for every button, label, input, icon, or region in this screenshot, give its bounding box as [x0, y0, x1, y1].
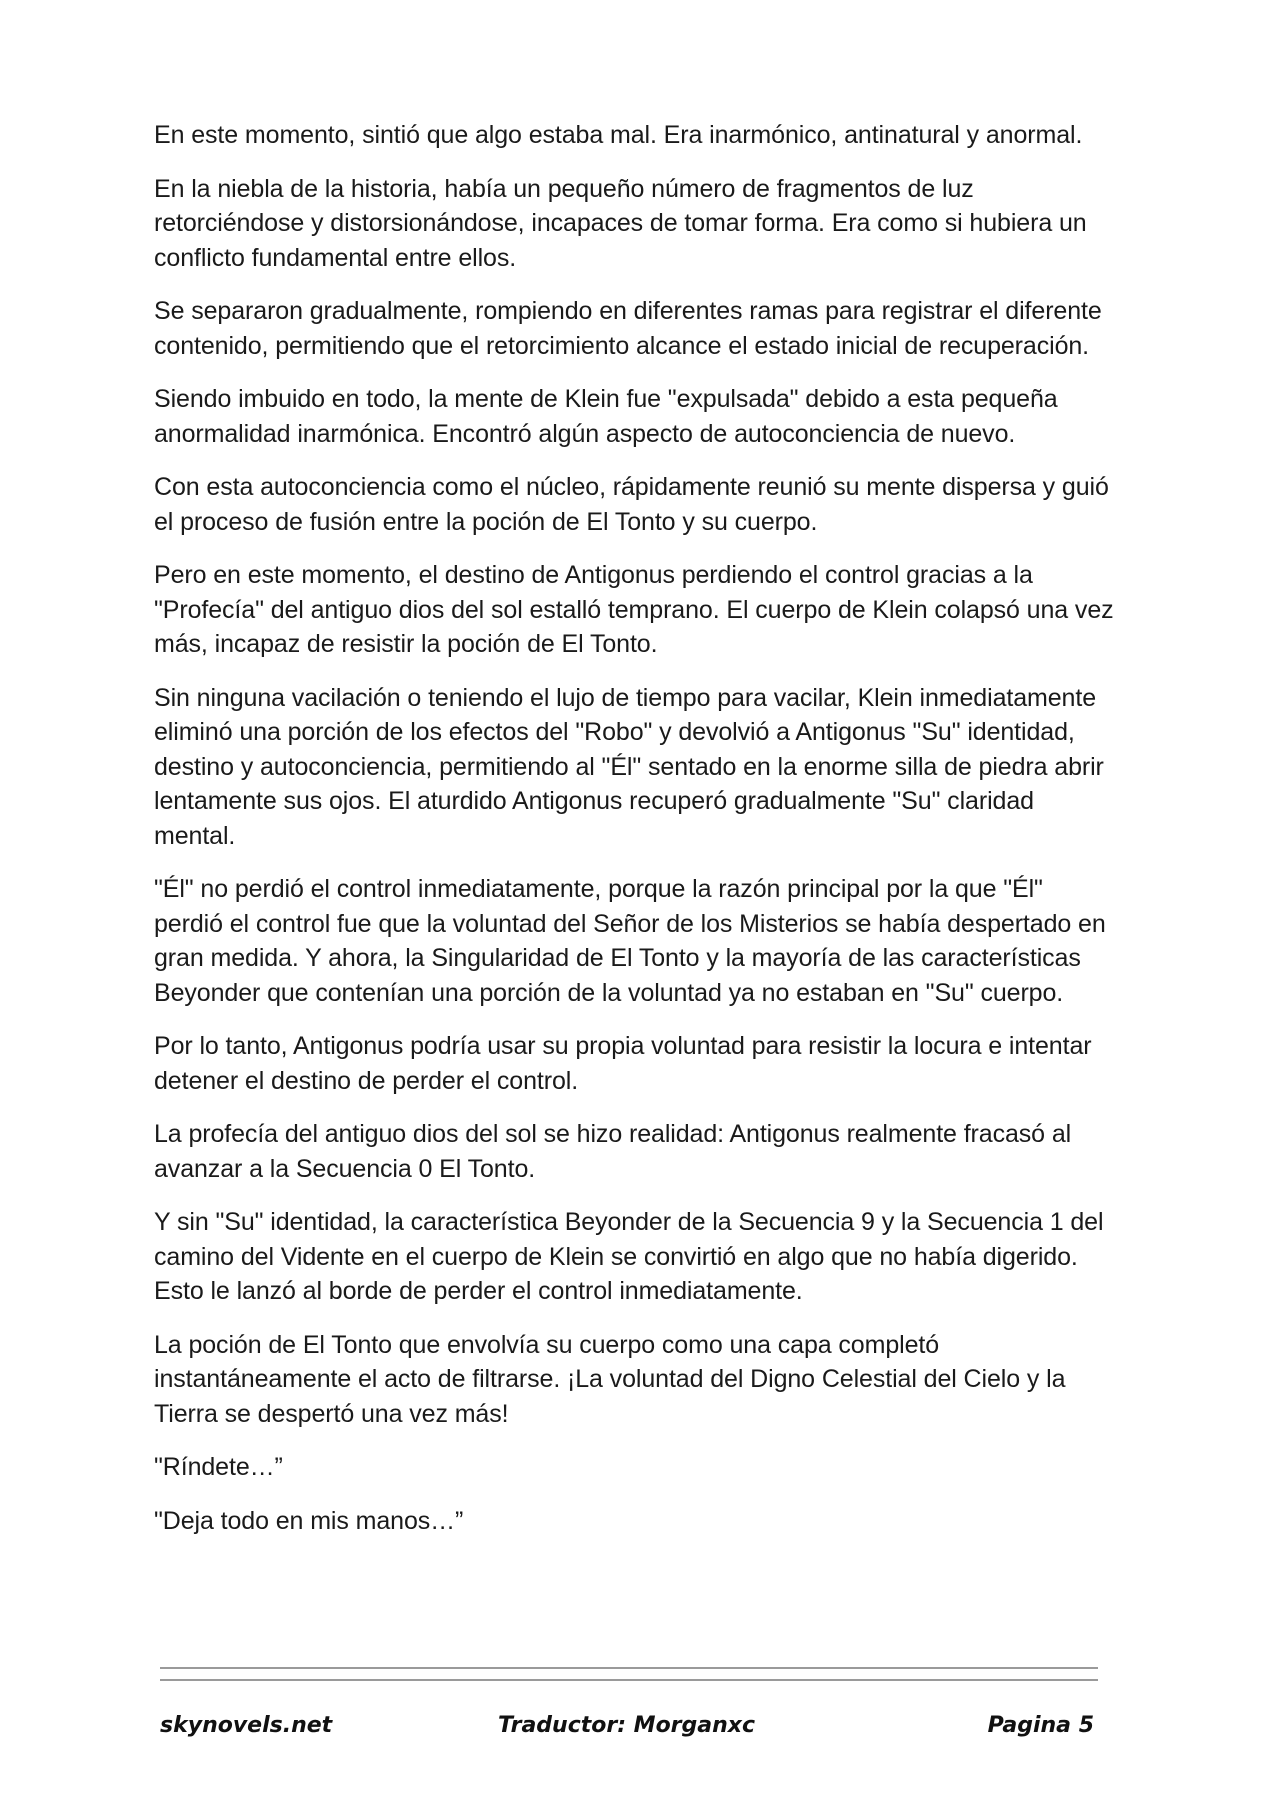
footer-page-number: Pagina 5	[987, 1713, 1094, 1738]
paragraph: En este momento, sintió que algo estaba mal. Era inarmónico, antinatural y anormal.	[154, 121, 1083, 149]
paragraph: "Ríndete…”	[154, 1453, 283, 1481]
document-body	[154, 118, 1114, 1557]
footer-translator: Traductor: Morganxc	[498, 1713, 756, 1738]
paragraph: La profecía del antiguo dios del sol se hizo realidad: Antigonus realmente fracasó al avanzar a la Secuencia 0 El Tonto.	[154, 1120, 1072, 1183]
paragraph: "Él" no perdió el control inmediatamente, porque la razón principal por la que "Él" perdió el control fue que la voluntad del Señor de los Misterios se había despertado en gran medida. Y ahora, la Singularidad de El Tonto y la mayoría de las características Beyonder que contenían una porción de la voluntad ya no estaban en "Su" cuerpo.	[154, 875, 1106, 1007]
paragraph: Pero en este momento, el destino de Antigonus perdiendo el control gracias a la "Profecía" del antiguo dios del sol estalló temprano. El cuerpo de Klein colapsó una vez más, incapaz de resistir la poción de El Tonto.	[154, 561, 1114, 658]
paragraph: Con esta autoconciencia como el núcleo, rápidamente reunió su mente dispersa y guió el proceso de fusión entre la poción de El Tonto y su cuerpo.	[154, 473, 1109, 536]
paragraph: Y sin "Su" identidad, la característica Beyonder de la Secuencia 9 y la Secuencia 1 del camino del Vidente en el cuerpo de Klein se convirtió en algo que no había digerido. Esto le lanzó al borde de perder el control inmediatamente.	[154, 1208, 1104, 1305]
paragraph: Se separaron gradualmente, rompiendo en diferentes ramas para registrar el diferente contenido, permitiendo que el retorcimiento alcance el estado inicial de recuperación.	[154, 297, 1102, 360]
paragraph: Sin ninguna vacilación o teniendo el lujo de tiempo para vacilar, Klein inmediatamente eliminó una porción de los efectos del "Robo" y devolvió a Antigonus "Su" identidad, destino y autoconciencia, permitiendo al "Él" sentado en la enorme silla de piedra abrir lentamente sus ojos. El aturdido Antigonus recuperó gradualmente "Su" claridad mental.	[154, 683, 1104, 850]
paragraph: Por lo tanto, Antigonus podría usar su propia voluntad para resistir la locura e intentar detener el destino de perder el control.	[154, 1032, 1092, 1095]
footer-divider-bottom	[160, 1679, 1098, 1681]
paragraph: En la niebla de la historia, había un pequeño número de fragmentos de luz retorciéndose y distorsionándose, incapaces de tomar forma. Era como si hubiera un conflicto fundamental entre ellos.	[154, 174, 1087, 272]
paragraph: La poción de El Tonto que envolvía su cuerpo como una capa completó instantáneamente el acto de filtrarse. ¡La voluntad del Digno Celestial del Cielo y la Tierra se despertó una vez más!	[154, 1330, 1066, 1428]
page-footer	[160, 1713, 1098, 1749]
paragraph: Siendo imbuido en todo, la mente de Klein fue "expulsada" debido a esta pequeña anormalidad inarmónica. Encontró algún aspecto de autoconciencia de nuevo.	[154, 385, 1058, 448]
paragraph: "Deja todo en mis manos…”	[154, 1506, 464, 1535]
footer-divider-top	[160, 1667, 1098, 1669]
footer-site: skynovels.net	[160, 1713, 333, 1738]
